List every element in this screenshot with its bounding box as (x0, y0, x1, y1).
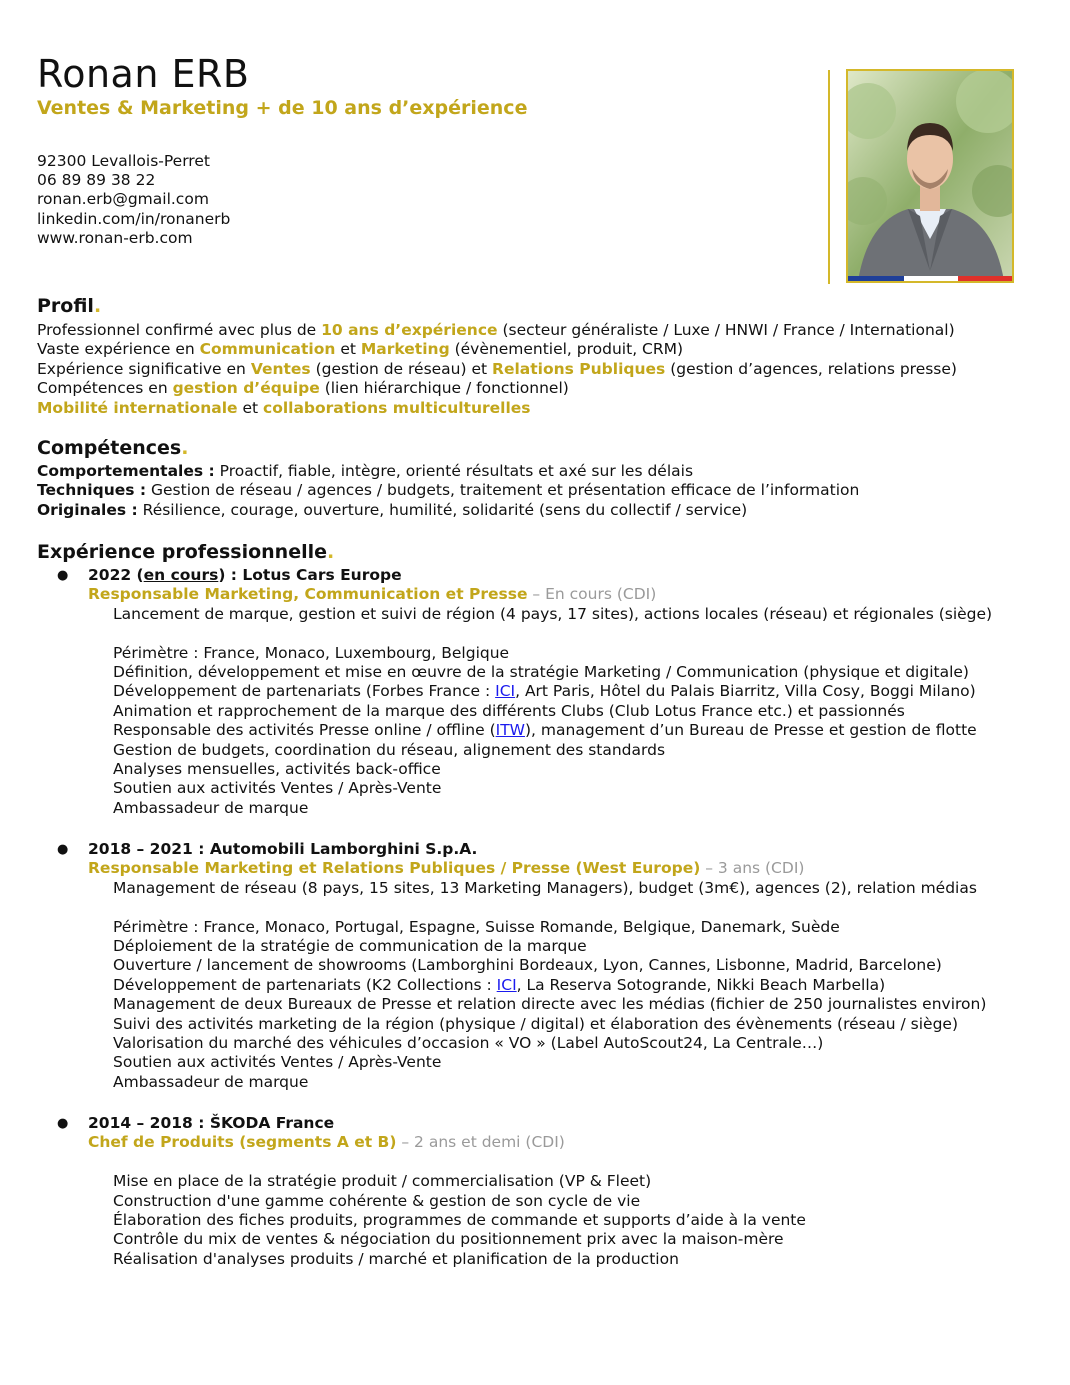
job-line: Ouverture / lancement de showrooms (Lamborghini Bordeaux, Lyon, Cannes, Lisbonne, Madrid, Barcelone) (113, 956, 942, 975)
job-line: Soutien aux activités Ventes / Après-Vente (113, 1053, 442, 1072)
contact-block (37, 152, 230, 248)
profil-line: Mobilité internationale et collaborations multiculturelles (37, 398, 531, 417)
itw-link[interactable]: ITW (495, 721, 525, 740)
experience-section (37, 540, 1057, 564)
section-title-experience: Expérience professionnelle. (37, 541, 335, 563)
job-lotus (37, 566, 1057, 818)
job-line: Lancement de marque, gestion et suivi de région (4 pays, 17 sites), actions locales (réseau) et régionales (siège) (113, 604, 993, 623)
job-description (113, 605, 1057, 818)
website-link[interactable]: www.ronan-erb.com (37, 228, 193, 247)
job-line: Développement de partenariats (Forbes France : ICI, Art Paris, Hôtel du Palais Biarritz, Villa Cosy, Boggi Milano) (113, 682, 976, 701)
job-line-blank (113, 1153, 1057, 1172)
profil-line: Professionnel confirmé avec plus de 10 ans d’expérience (secteur généraliste / Luxe / HNWI / France / International) (37, 321, 955, 339)
job-line: Management de réseau (8 pays, 15 sites, 13 Marketing Managers), budget (3m€), agences (2), relation médias (113, 878, 977, 897)
forbes-link[interactable]: ICI (495, 682, 516, 701)
section-title-competences: Compétences. (37, 437, 189, 459)
competences-section (37, 436, 1057, 520)
address: 92300 Levallois-Perret (37, 152, 210, 170)
portrait-illustration (848, 71, 1012, 281)
job-line: Ambassadeur de marque (113, 1072, 309, 1091)
job-line: Construction d'une gamme cohérente & gestion de son cycle de vie (113, 1191, 641, 1210)
email[interactable]: ronan.erb@gmail.com (37, 190, 209, 209)
job-line: Analyses mensuelles, activités back-office (113, 760, 441, 779)
job-line: Gestion de budgets, coordination du réseau, alignement des standards (113, 740, 666, 759)
job-line: Mise en place de la stratégie produit / commercialisation (VP & Fleet) (113, 1172, 652, 1191)
divider-bar (828, 70, 830, 284)
profil-line: Compétences en gestion d’équipe (lien hiérarchique / fonctionnel) (37, 379, 569, 398)
job-line-blank (113, 898, 1057, 917)
job-header: 2018 – 2021 : Automobili Lamborghini S.p.A. (88, 840, 478, 858)
job-header: 2022 (en cours) : Lotus Cars Europe (88, 566, 402, 584)
job-line: Animation et rapprochement de la marque des différents Clubs (Club Lotus France etc.) et passionnés (113, 701, 905, 720)
profil-line: Expérience significative en Ventes (gestion de réseau) et Relations Publiques (gestion d’agences, relations presse) (37, 359, 957, 378)
job-role: Responsable Marketing et Relations Publiques / Presse (West Europe) – 3 ans (CDI) (88, 859, 805, 878)
job-description (113, 879, 1057, 1092)
flag-stripe-red (958, 276, 1014, 281)
flag-stripe-blue (848, 276, 904, 281)
linkedin-link[interactable]: linkedin.com/in/ronanerb (37, 209, 231, 228)
job-line: Réalisation d'analyses produits / marché et planification de la production (113, 1249, 679, 1268)
job-line: Périmètre : France, Monaco, Portugal, Espagne, Suisse Romande, Belgique, Danemark, Suède (113, 917, 840, 936)
candidate-name: Ronan ERB (37, 52, 250, 96)
job-header: 2014 – 2018 : ŠKODA France (88, 1114, 335, 1132)
phone[interactable]: 06 89 89 38 22 (37, 171, 156, 190)
competence-line: Comportementales : Proactif, fiable, intègre, orienté résultats et axé sur les délais (37, 462, 694, 480)
job-line: Contrôle du mix de ventes & négociation du positionnement prix avec la maison-mère (113, 1230, 784, 1249)
headline: Ventes & Marketing + de 10 ans d’expérience (37, 97, 528, 119)
job-line: Suivi des activités marketing de la région (physique / digital) et élaboration des évènements (réseau / siège) (113, 1014, 958, 1033)
job-line: Déploiement de la stratégie de communication de la marque (113, 937, 587, 956)
job-skoda (37, 1114, 1057, 1269)
job-line: Définition, développement et mise en œuvre de la stratégie Marketing / Communication (physique et digitale) (113, 663, 969, 682)
flag-stripe-white (904, 276, 958, 281)
job-line-blank (113, 624, 1057, 643)
job-lamborghini (37, 840, 1057, 1092)
job-role: Responsable Marketing, Communication et Presse – En cours (CDI) (88, 585, 657, 604)
bullet-icon: ● (57, 568, 69, 583)
profile-photo (846, 69, 1014, 283)
job-line: Ambassadeur de marque (113, 798, 309, 817)
k2-link[interactable]: ICI (496, 975, 517, 994)
job-line: Développement de partenariats (K2 Collections : ICI, La Reserva Sotogrande, Nikki Beach Marbella) (113, 975, 886, 994)
job-role: Chef de Produits (segments A et B) – 2 ans et demi (CDI) (88, 1133, 565, 1152)
job-description (113, 1153, 1057, 1269)
job-line: Valorisation du marché des véhicules d’occasion « VO » (Label AutoScout24, La Centrale…) (113, 1034, 824, 1053)
job-line: Périmètre : France, Monaco, Luxembourg, Belgique (113, 643, 510, 662)
profil-section (37, 294, 1057, 418)
bullet-icon: ● (57, 842, 69, 857)
job-line: Élaboration des fiches produits, programmes de commande et supports d’aide à la vente (113, 1211, 806, 1230)
job-line: Responsable des activités Presse online / offline (ITW), management d’un Bureau de Presse et gestion de flotte (113, 721, 977, 740)
job-line: Soutien aux activités Ventes / Après-Vente (113, 779, 442, 798)
profil-line: Vaste expérience en Communication et Marketing (évènementiel, produit, CRM) (37, 340, 684, 359)
competence-line: Techniques : Gestion de réseau / agences / budgets, traitement et présentation efficace de l’information (37, 481, 860, 500)
section-title-profil: Profil. (37, 295, 102, 317)
job-line: Management de deux Bureaux de Presse et relation directe avec les médias (fichier de 250 journalistes environ) (113, 995, 987, 1014)
competence-line: Originales : Résilience, courage, ouverture, humilité, solidarité (sens du collectif / service) (37, 500, 748, 519)
bullet-icon: ● (57, 1116, 69, 1131)
